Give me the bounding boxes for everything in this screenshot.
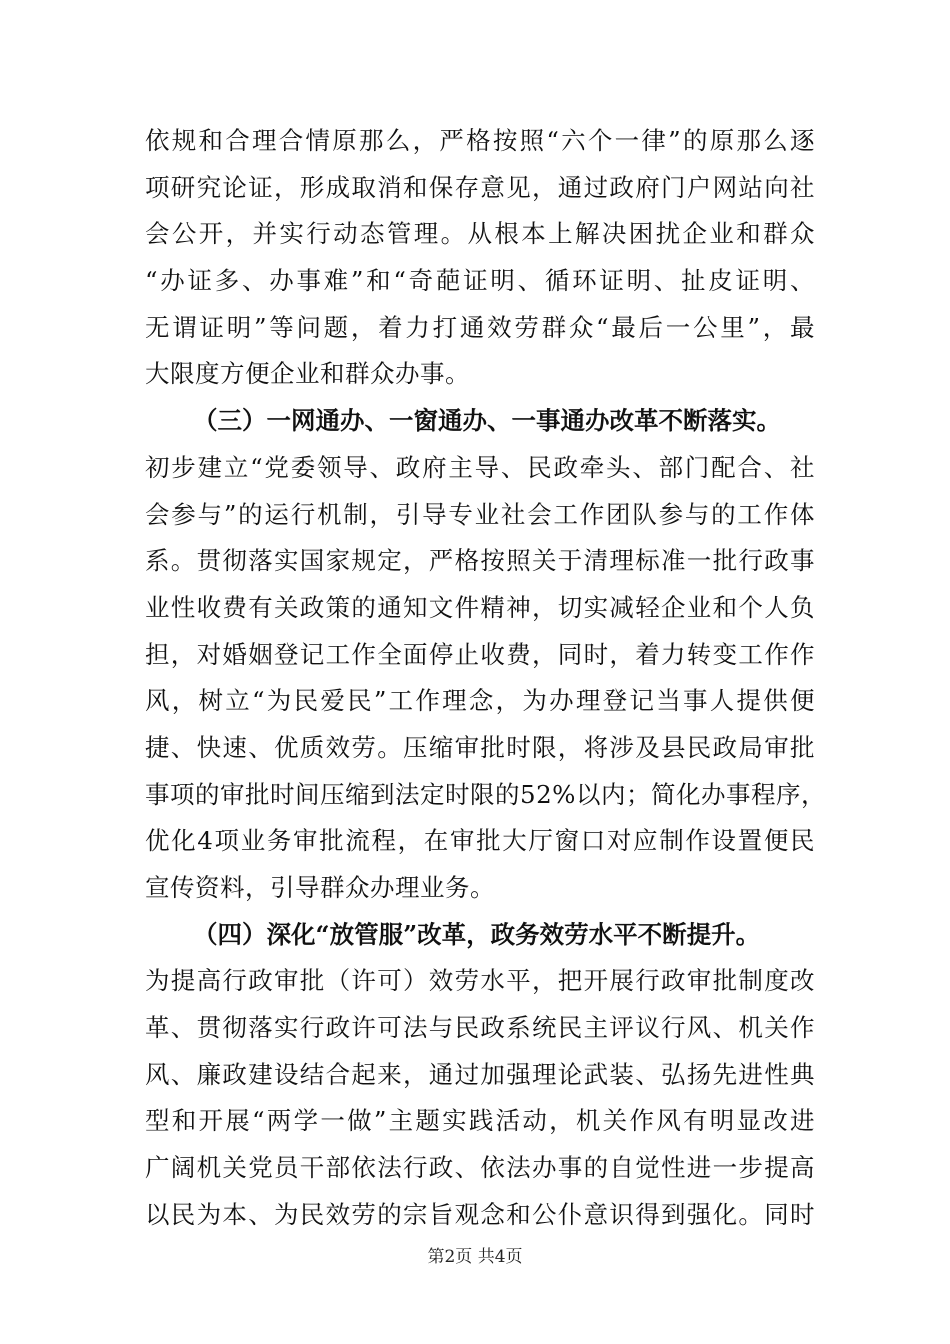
text-line: 事项的审批时间压缩到法定时限的52%以内；简化办事程序， [145, 779, 826, 809]
text-line: 以民为本、为民效劳的宗旨观念和公仆意识得到强化。同时 [145, 1199, 815, 1229]
document-body [145, 118, 826, 1239]
text-line: 捷、快速、优质效劳。压缩审批时限，将涉及县民政局审批 [145, 732, 815, 762]
text-line: 大限度方便企业和群众办事。 [145, 359, 470, 389]
text-line: 革、贯彻落实行政许可法与民政系统民主评议行风、机关作 [145, 1013, 815, 1043]
text-line: 风、廉政建设结合起来，通过加强理论武装、弘扬先进性典 [145, 1059, 815, 1089]
text-line: 优化4项业务审批流程，在审批大厅窗口对应制作设置便民 [145, 826, 815, 856]
section-heading: （三）一网通办、一窗通办、一事通办改革不断落实。 [193, 406, 781, 436]
text-line: 担，对婚姻登记工作全面停止收费，同时，着力转变工作作 [145, 639, 815, 669]
text-line: 为提高行政审批（许可）效劳水平，把开展行政审批制度改 [145, 966, 815, 996]
page-footer: 第2页 共4页 [427, 1247, 523, 1267]
text-line: 依规和合理合情原那么，严格按照“六个一律”的原那么逐 [145, 126, 815, 155]
text-line: 型和开展“两学一做”主题实践活动，机关作风有明显改进 [145, 1106, 815, 1136]
text-line: 广阔机关党员干部依法行政、依法办事的自觉性进一步提高 [145, 1153, 815, 1183]
text-line: 宣传资料，引导群众办理业务。 [145, 873, 495, 902]
text-line: 初步建立“党委领导、政府主导、民政牵头、部门配合、社 [145, 452, 815, 482]
text-line: 业性收费有关政策的通知文件精神，切实减轻企业和个人负 [145, 592, 815, 622]
text-line: 无谓证明”等问题，着力打通效劳群众“最后一公里”，最 [145, 312, 815, 342]
text-line: 风，树立“为民爱民”工作理念，为办理登记当事人提供便 [145, 686, 815, 716]
text-line: 会公开，并实行动态管理。从根本上解决困扰企业和群众 [145, 219, 815, 249]
text-line: 会参与”的运行机制，引导专业社会工作团队参与的工作体 [145, 499, 815, 529]
text-line: 项研究论证，形成取消和保存意见，通过政府门户网站向社 [145, 172, 815, 202]
text-line: “办证多、办事难”和“奇葩证明、循环证明、扯皮证明、 [145, 266, 815, 296]
section-heading: （四）深化“放管服”改革，政务效劳水平不断提升。 [193, 919, 761, 949]
text-line: 系。贯彻落实国家规定，严格按照关于清理标准一批行政事 [145, 546, 815, 576]
